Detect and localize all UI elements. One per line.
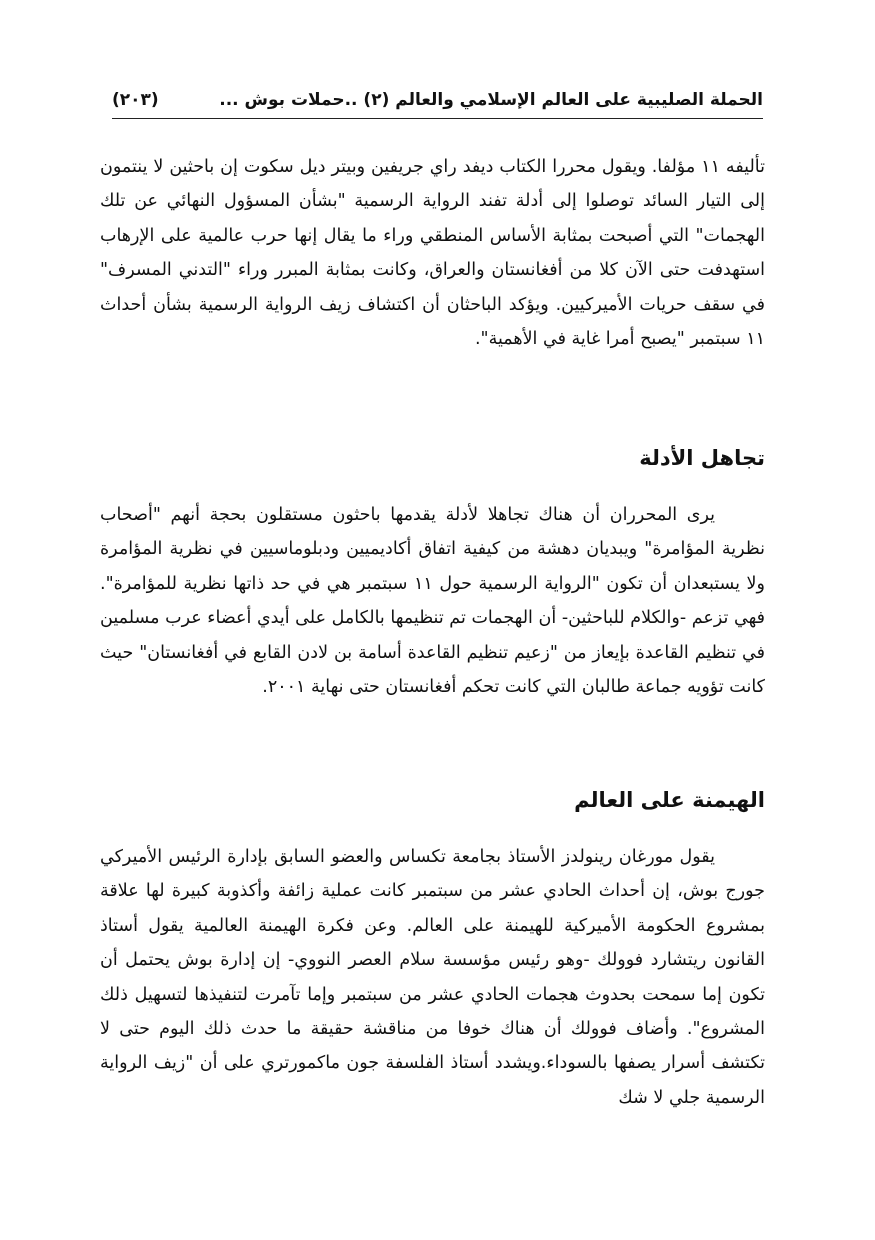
paragraph-ignoring-evidence: يرى المحرران أن هناك تجاهلا لأدلة يقدمها باحثون مستقلون بحجة أنهم "أصحاب نظرية المؤامرة" ويبديان دهشة من كيفية اتفاق أكاديميين ودبلوماسيين في نظرية المؤامرة ولا يستبعدان أن تكون "الرواية الرسمية حول ١١ سبتمبر هي في حد ذاتها نظرية للمؤامرة". فهي تزعم -والكلام للباحثين- أن الهجمات تم تنظيمها بالكامل على أيدي أعضاء عرب مسلمين في تنظيم القاعدة بإيعاز من "زعيم تنظيم القاعدة أسامة بن لادن القابع في أفغانستان" حيث كانت تؤويه جماعة طالبان التي كانت تحكم أفغانستان حتى نهاية ٢٠٠١. (100, 505, 765, 698)
paragraph-world-hegemony: يقول مورغان رينولدز الأستاذ بجامعة تكساس والعضو السابق بإدارة الرئيس الأميركي جورج بوش، إن أحداث الحادي عشر من سبتمبر كانت عملية زائفة وأكذوبة كبيرة لها علاقة بمشروع الحكومة الأميركية للهيمنة على العالم. وعن فكرة الهيمنة العالمية يقول أستاذ القانون ريتشارد فوولك -وهو رئيس مؤسسة سلام العصر النووي- إن إدارة بوش يحتمل أن تكون إما سمحت بحدوث هجمات الحادي عشر من سبتمبر وإما تآمرت لتنفيذها لتسهيل ذلك المشروع". وأضاف فوولك أن هناك خوفا من مناقشة حقيقة ما حدث ذلك اليوم حتى لا تكتشف أسرار يصفها بالسوداء.ويشدد أستاذ الفلسفة جون ماكمورتري على أن "زيف الرواية الرسمية جلي لا شك (100, 847, 765, 1108)
running-header (112, 88, 763, 119)
section-heading-ignoring-evidence: تجاهل الأدلة (639, 446, 765, 470)
paragraph-intro: تأليفه ١١ مؤلفا. ويقول محررا الكتاب ديفد راي جريفين وبيتر ديل سكوت إن باحثين لا ينتمون إلى التيار السائد توصلوا إلى أدلة تفند الرواية الرسمية "بشأن المسؤول النهائي عن تلك الهجمات" التي أصبحت بمثابة الأساس المنطقي وراء ما يقال إنها حرب عالمية على الإرهاب استهدفت حتى الآن كلا من أفغانستان والعراق، وكانت بمثابة المبرر وراء "التدني المسرف" في سقف حريات الأميركيين. ويؤكد الباحثان أن اكتشاف زيف الرواية الرسمية بشأن أحداث ١١ سبتمبر "يصبح أمرا غاية في الأهمية". (100, 157, 765, 350)
page-number: (٢٠٣) (112, 90, 159, 110)
running-title: الحملة الصليبية على العالم الإسلامي والعالم (٢) ..حملات بوش ... (219, 90, 763, 110)
section-heading-world-hegemony: الهيمنة على العالم (574, 788, 765, 812)
